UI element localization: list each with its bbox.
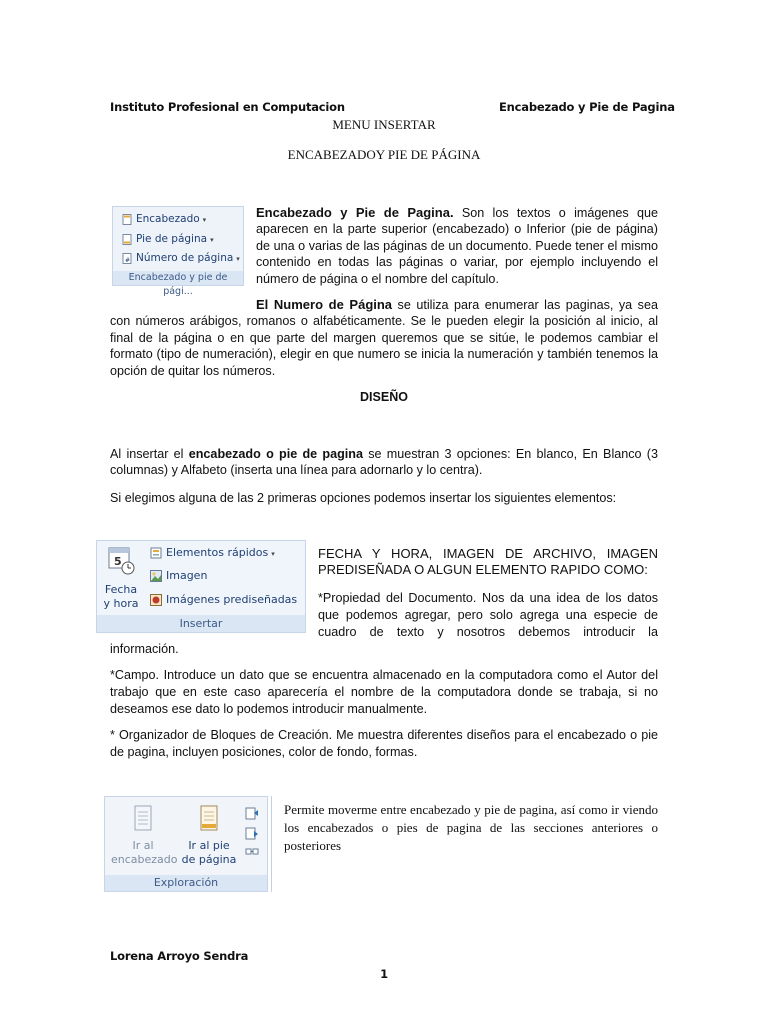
paragraph-fecha-hora: FECHA Y HORA, IMAGEN DE ARCHIVO, IMAGEN PREDISEÑADA O ALGUN ELEMENTO RAPIDO COMO: [318, 546, 658, 577]
link-previous-icon [245, 847, 259, 861]
header-right: Encabezado y Pie de Pagina [499, 100, 675, 114]
next-section-icon [245, 827, 259, 841]
paragraph-elementos: Si elegimos alguna de las 2 primeras opciones podemos insertar los siguientes elementos: [110, 491, 617, 505]
go-to-header-icon [132, 805, 154, 831]
ribbon-encabezado-button[interactable]: Encabezado ▾ [122, 213, 206, 225]
footer-doc-icon [122, 234, 132, 245]
previous-section-button[interactable] [245, 807, 259, 826]
paragraph-encabezado: Encabezado y Pie de Pagina. Son los textos o imágenes que aparecen en la parte superior (encabezado) o Inferior (pie de página) de una o varias de las páginas de un documento. Puede tener el mismo contenido en todas las páginas o variar, por ejemplo incluyendo el número de página o el nombre del capítulo. [256, 205, 658, 286]
picture-icon [150, 570, 162, 582]
ir-al-pie-button[interactable]: Ir al pie de página [179, 805, 239, 867]
svg-text:5: 5 [114, 555, 122, 568]
diseno-heading: DISEÑO [360, 390, 408, 404]
paragraph-campo: *Campo. Introduce un dato que se encuentra almacenado en la computadora como el Autor del trabajo que en este caso aparecería el nombre de la computadora donde se trabaja, si no deseamos ese dato lo podemos introducir manualmente. [110, 668, 658, 716]
elementos-rapidos-button[interactable]: Elementos rápidos ▾ [150, 546, 275, 559]
calendar-clock-icon [107, 545, 135, 575]
previous-section-icon [245, 807, 259, 821]
ribbon-divider [271, 796, 272, 892]
ribbon-group-label: Encabezado y pie de pági... [113, 271, 243, 285]
ribbon-exploracion-group [104, 796, 268, 892]
svg-text:#: # [125, 256, 131, 264]
paragraph-propiedad: *Propiedad del Documento. Nos da una idea de los datos que podemos agregar, pero solo agrega una especie de cuadro de texto y nosotros debemos introducir la información. [110, 591, 658, 656]
fecha-hora-button[interactable]: 5 Fecha y hora [103, 545, 139, 611]
paragraph-organizador: * Organizador de Bloques de Creación. Me muestra diferentes diseños para el encabezado o pie de pagina, incluyen posiciones, color de fondo, formas. [110, 728, 658, 759]
ribbon-group-label: Exploración [105, 875, 267, 891]
imagenes-predisenadas-button[interactable]: Imágenes prediseñadas [150, 593, 297, 606]
ribbon-pie-button[interactable]: Pie de página ▾ [122, 233, 214, 245]
header-doc-icon [122, 214, 132, 225]
page-number: 1 [380, 967, 388, 981]
link-to-previous-button[interactable] [245, 847, 259, 866]
quick-parts-icon [150, 547, 162, 559]
page-number-icon [122, 253, 132, 264]
paragraph-insertar: Al insertar el encabezado o pie de pagina se muestran 3 opciones: En blanco, En Blanco (3 columnas) y Alfabeto (inserta una línea para adornarlo y lo centra). [110, 447, 658, 478]
imagen-button[interactable]: Imagen [150, 569, 207, 582]
ir-al-encabezado-button[interactable]: Ir al encabezado [111, 805, 175, 867]
ribbon-group-label: Insertar [97, 615, 305, 632]
section-title: ENCABEZADOY PIE DE PÁGINA [287, 147, 481, 162]
next-section-button[interactable] [245, 827, 259, 846]
menu-title: MENU INSERTAR [332, 117, 436, 132]
ribbon-header-footer-group [112, 206, 244, 297]
paragraph-exploracion: Permite moverme entre encabezado y pie de pagina, así como ir viendo los encabezados o pies de pagina de las secciones anteriores o posteriores [284, 802, 658, 853]
paragraph-numero-pagina: El Numero de Página se utiliza para enumerar las paginas, ya sea con números arábigos, romanos o alfabéticamente. Se le pueden elegir la posición al inicio, al final de la página o en que parte del margen queremos que se sitúe, le podemos cambiar el formato (tipo de numeración), elegir en que numero se inicia la numeración y también tenemos la opción de quitar los números. [110, 297, 658, 378]
header-left: Instituto Profesional en Computacion [110, 100, 345, 114]
footer-author: Lorena Arroyo Sendra [110, 949, 249, 963]
go-to-footer-icon [198, 805, 220, 831]
ribbon-numero-button[interactable]: # Número de página ▾ [122, 252, 240, 264]
